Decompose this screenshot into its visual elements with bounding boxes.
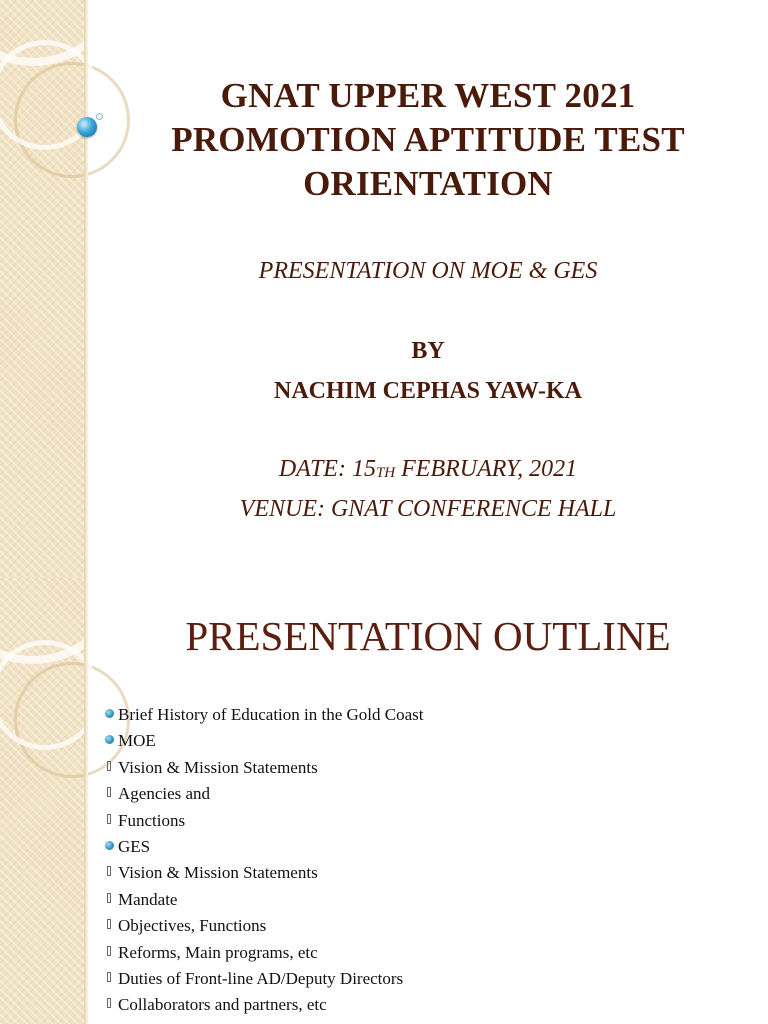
outline-sub-item: Reforms, Main programs, etc bbox=[102, 940, 423, 966]
outline-sub-item: Objectives, Functions bbox=[102, 913, 423, 939]
box-bullet-icon bbox=[107, 946, 111, 956]
author-name: NACHIM CEPHAS YAW-KA bbox=[273, 378, 582, 404]
box-bullet-icon bbox=[107, 972, 111, 982]
outline-sub-item: Vision & Mission Statements bbox=[102, 860, 423, 886]
title-line: GNAT UPPER WEST 2021 bbox=[220, 76, 636, 115]
slide-title bbox=[88, 74, 768, 206]
outline-sub-item: Collaborators and partners, etc bbox=[102, 992, 423, 1018]
outline-sub-item: Vision & Mission Statements bbox=[102, 755, 423, 781]
box-bullet-icon bbox=[107, 866, 111, 876]
presentation-subtitle: PRESENTATION ON MOE & GES bbox=[258, 258, 598, 284]
outline-item: MOE bbox=[102, 728, 423, 754]
decorative-sidebar bbox=[0, 0, 84, 578]
box-bullet-icon bbox=[107, 787, 111, 797]
outline-sub-item: Agencies and bbox=[102, 781, 423, 807]
presentation-venue: VENUE: GNAT CONFERENCE HALL bbox=[239, 496, 617, 522]
round-bullet-icon bbox=[105, 709, 114, 718]
title-slide-content bbox=[88, 0, 768, 578]
by-label: BY bbox=[411, 338, 445, 364]
outline-slide bbox=[0, 578, 768, 1024]
round-bullet-icon bbox=[105, 735, 114, 744]
box-bullet-icon bbox=[107, 998, 111, 1008]
outline-sub-item: Duties of Front-line AD/Deputy Directors bbox=[102, 966, 423, 992]
decorative-sidebar bbox=[0, 578, 84, 1024]
box-bullet-icon bbox=[107, 761, 111, 771]
title-line: ORIENTATION bbox=[303, 164, 553, 203]
round-bullet-icon bbox=[105, 841, 114, 850]
outline-item: Brief History of Education in the Gold Coast bbox=[102, 702, 423, 728]
box-bullet-icon bbox=[107, 919, 111, 929]
title-line: PROMOTION APTITUDE TEST bbox=[171, 120, 685, 159]
outline-sub-item: Functions bbox=[102, 808, 423, 834]
outline-list bbox=[102, 702, 423, 1019]
outline-item: GES bbox=[102, 834, 423, 860]
box-bullet-icon bbox=[107, 814, 111, 824]
outline-sub-item: Mandate bbox=[102, 887, 423, 913]
outline-title: PRESENTATION OUTLINE bbox=[185, 613, 671, 659]
box-bullet-icon bbox=[107, 893, 111, 903]
presentation-date: DATE: 15TH FEBRUARY, 2021 bbox=[278, 456, 578, 482]
